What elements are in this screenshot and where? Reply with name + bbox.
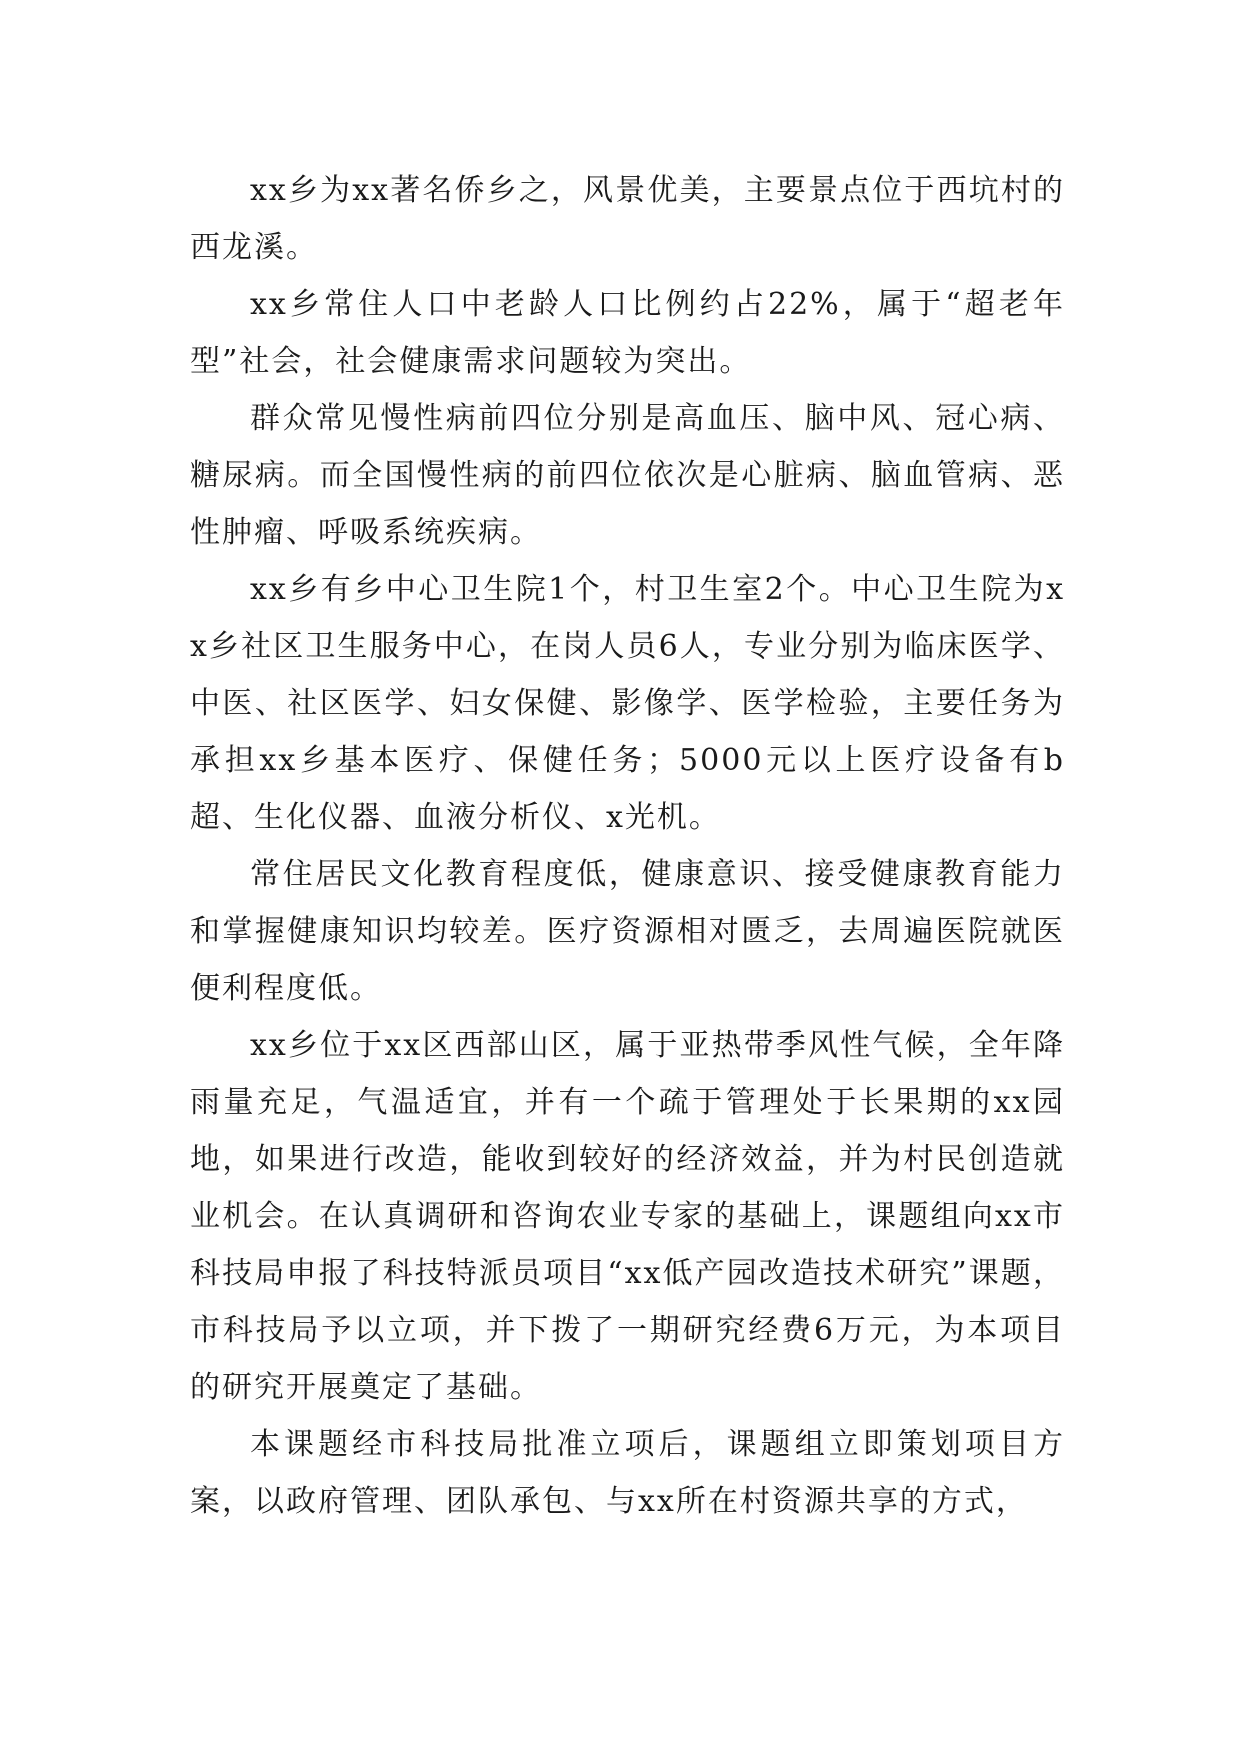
paragraph-7: 本课题经市科技局批准立项后，课题组立即策划项目方案，以政府管理、团队承包、与xx所在村资源共享的方式， xyxy=(190,1427,1065,1519)
paragraph-3: 群众常见慢性病前四位分别是高血压、脑中风、冠心病、糖尿病。而全国慢性病的前四位依次是心脏病、脑血管病、恶性肿瘤、呼吸系统疾病。 xyxy=(190,401,1065,550)
paragraph-2: xx乡常住人口中老龄人口比例约占22%，属于“超老年型”社会，社会健康需求问题较为突出。 xyxy=(190,287,1065,379)
paragraph-6: xx乡位于xx区西部山区，属于亚热带季风性气候，全年降雨量充足，气温适宜，并有一个疏于管理处于长果期的xx园地，如果进行改造，能收到较好的经济效益，并为村民创造就业机会。在认真调研和咨询农业专家的基础上，课题组向xx市科技局申报了科技特派员项目“xx低产园改造技术研究”课题，市科技局予以立项，并下拨了一期研究经费6万元，为本项目的研究开展奠定了基础。 xyxy=(190,1028,1065,1405)
paragraph-5: 常住居民文化教育程度低，健康意识、接受健康教育能力和掌握健康知识均较差。医疗资源相对匮乏，去周遍医院就医便利程度低。 xyxy=(190,857,1065,1006)
paragraph-4: xx乡有乡中心卫生院1个，村卫生室2个。中心卫生院为xx乡社区卫生服务中心，在岗人员6人，专业分别为临床医学、中医、社区医学、妇女保健、影像学、医学检验，主要任务为承担xx乡基本医疗、保健任务；5000元以上医疗设备有b超、生化仪器、血液分析仪、x光机。 xyxy=(190,572,1065,835)
document-body xyxy=(190,162,1065,1530)
paragraph-1: xx乡为xx著名侨乡之，风景优美，主要景点位于西坑村的西龙溪。 xyxy=(190,173,1065,265)
